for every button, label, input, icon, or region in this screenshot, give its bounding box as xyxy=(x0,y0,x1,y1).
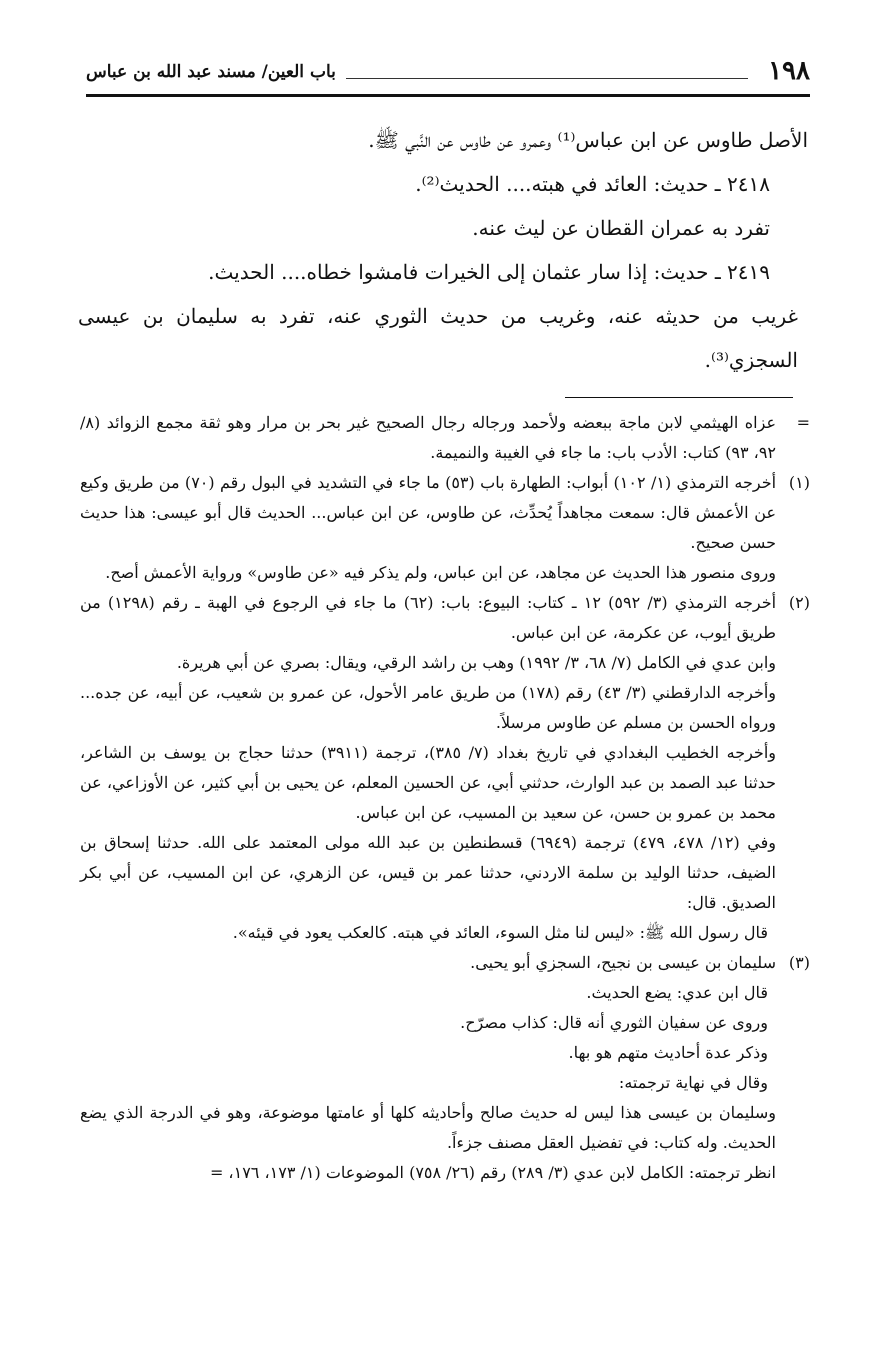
footnote-line: أخرجه الترمذي (٣/ ٥٩٢) ١٢ ـ كتاب: البيوع: باب: (٦٢) ما جاء في الرجوع في الهبة ـ رقم (١٢٩٨) من طريق أيوب، عن عكرمة، عن ابن عباس. xyxy=(80,593,777,642)
header-divider xyxy=(346,78,748,79)
footnote-line: وفي (١٢/ ٤٧٨، ٤٧٩) ترجمة (٦٩٤٩) قسطنطين بن عبد الله مولى المعتمد على الله. حدثنا إسحاق بن الضيف، حدثنا الوليد بن سلمة الاردني، حدثنا عمر بن قيس، عن الزهري، عن ابن المسيب، عن أبي بكر الصديق. قال: xyxy=(80,833,777,912)
hadith-2419-note: غريب من حديثه عنه، وغريب من حديث الثوري عنه، تفرد به سليمان بن عيسى السجزي⁽³⁾. xyxy=(78,304,798,372)
footnote-divider xyxy=(565,397,793,398)
footnote-line: سليمان بن عيسى بن نجيح، السجزي أبو يحيى. xyxy=(470,953,776,972)
footnote-line: قال رسول الله ﷺ: «ليس لنا مثل السوء، العائد في هبته. كالعكب يعود في قيئه». xyxy=(232,923,768,942)
footnote-3 xyxy=(80,948,810,1188)
running-title: باب العين/ مسند عبد الله بن عباس xyxy=(86,62,336,82)
hadith-2418: ٢٤١٨ ـ حديث: العائد في هبته.... الحديث⁽²⁾. xyxy=(415,172,770,196)
page-number: ١٩٨ xyxy=(768,56,810,86)
footnote-line: وذكر عدة أحاديث متهم هو بها. xyxy=(568,1043,768,1062)
footnote-marker: = xyxy=(796,413,810,432)
footnote-line: أخرجه الترمذي (١/ ١٠٢) أبواب: الطهارة باب (٥٣) ما جاء في التشديد في البول رقم (٧٠) من طريق وكيع عن الأعمش قال: سمعت مجاهداً يُحدِّث، عن طاوس، عن ابن عباس... الحديث قال أبو عيسى: هذا حديث حسن صحيح. xyxy=(80,473,777,552)
footnote-line: وروى منصور هذا الحديث عن مجاهد، عن ابن عباس، ولم يذكر فيه «عن طاوس» ورواية الأعمش أصح. xyxy=(105,563,776,582)
page-header xyxy=(86,52,810,97)
footnote-line: وأخرجه الدارقطني (٣/ ٤٣) رقم (١٧٨) من طريق عامر الأحول، عن عمرو بن شعيب، عن أبيه، عن جده... ورواه الحسن بن مسلم عن طاوس مرسلاً. xyxy=(80,683,777,732)
footnote-line: عزاه الهيثمي لابن ماجة ببعضه ولأحمد ورجاله رجال الصحيح غير بحر بن مرار وهو ثقة مجمع الزوائد (٨/ ٩٢، ٩٣) كتاب: الأدب باب: ما جاء في الغيبة والنميمة. xyxy=(80,413,776,462)
footnote-line: وروى عن سفيان الثوري أنه قال: كذاب مصرّح. xyxy=(460,1013,768,1032)
hadith-2418-note: تفرد به عمران القطان عن ليث عنه. xyxy=(472,216,770,240)
footnote-continued xyxy=(80,408,810,468)
main-text xyxy=(78,118,808,382)
footnote-line: قال ابن عدي: يضع الحديث. xyxy=(586,983,768,1002)
hadith-2419: ٢٤١٩ ـ حديث: إذا سار عثمان إلى الخيرات فامشوا خطاه.... الحديث. xyxy=(208,260,770,284)
footnote-line: وأخرجه الخطيب البغدادي في تاريخ بغداد (٧/ ٣٨٥)، ترجمة (٣٩١١) حدثنا حجاج بن يوسف بن الشاعر، حدثنا عبد الصمد بن عبد الوارث، حدثني أبي، عن الحسين المعلم، عن يحيى بن أبي كثير، عن الأوزاعي، عن محمد بن عمرو بن حسن، عن سعيد بن المسيب، عن ابن عباس. xyxy=(80,743,776,822)
footnote-line: وابن عدي في الكامل (٧/ ٦٨، ٣/ ١٩٩٢) وهب بن راشد الرقي، ويقال: بصري عن أبي هريرة. xyxy=(176,653,776,672)
footnote-1 xyxy=(80,468,810,588)
footnote-marker: (٢) xyxy=(788,593,810,612)
main-paragraph: الأصل طاوس عن ابن عباس⁽¹⁾ وعمرو عن طاوس عن النَّبي ﷺ. xyxy=(368,128,808,152)
footnote-line: وقال في نهاية ترجمته: xyxy=(618,1073,768,1092)
footnotes xyxy=(80,408,810,1188)
footnote-marker: (٣) xyxy=(788,953,810,972)
footnote-marker: (١) xyxy=(788,473,810,492)
footnote-line: وسليمان بن عيسى هذا ليس له حديث صالح وأحاديثه كلها أو عامتها موضوعة، وهو في الدرجة الذي يضع الحديث. وله كتاب: في تفضيل العقل مصنف جزءاً. xyxy=(80,1103,776,1152)
footnote-line: انظر ترجمته: الكامل لابن عدي (٣/ ٢٨٩) رقم (٢٦/ ٧٥٨) الموضوعات (١/ ١٧٣، ١٧٦، = xyxy=(209,1163,776,1182)
footnote-2 xyxy=(80,588,810,948)
